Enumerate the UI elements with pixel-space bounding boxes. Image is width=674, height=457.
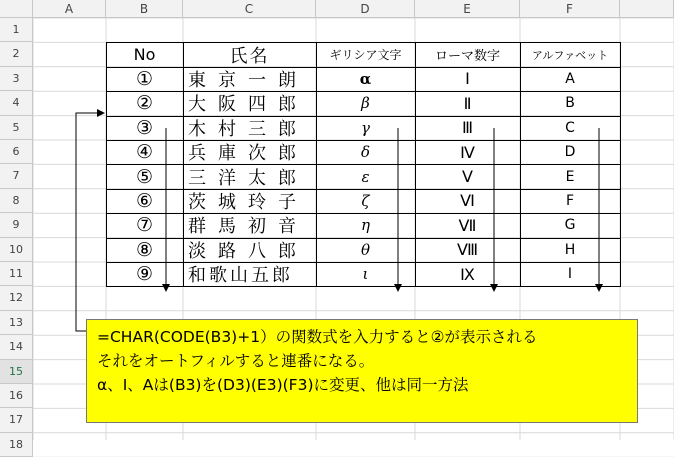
row-header-9[interactable]: 9 — [0, 213, 33, 237]
name-cell[interactable]: 大阪四郎 — [188, 94, 308, 116]
name-cell[interactable]: 群馬初音 — [188, 216, 308, 238]
header-greek[interactable]: ギリシア文字 — [329, 48, 402, 63]
note-line-2: それをオートフィルすると連番になる。 — [97, 352, 375, 370]
greek-cell[interactable]: δ — [360, 143, 371, 162]
column-header-b[interactable]: B — [106, 0, 183, 18]
column-header-e[interactable]: E — [415, 0, 520, 18]
row-header-15[interactable]: 15 — [0, 360, 33, 384]
note-line-1: =CHAR(CODE(B3)+1）の関数式を入力すると②が表示される — [97, 328, 538, 346]
header-no[interactable]: No — [133, 45, 156, 65]
roman-cell[interactable]: Ⅰ — [465, 69, 470, 89]
header-roman[interactable]: ローマ数字 — [434, 49, 500, 65]
greek-cell[interactable]: ι — [362, 265, 369, 284]
roman-cell[interactable]: Ⅴ — [462, 167, 473, 187]
alpha-cell[interactable]: H — [564, 241, 576, 258]
no-cell[interactable]: ② — [135, 92, 154, 115]
name-cell[interactable]: 木村三郎 — [188, 118, 308, 140]
header-alpha[interactable]: アルファベット — [531, 48, 609, 62]
no-cell[interactable]: ⑨ — [135, 263, 154, 286]
row-header-13[interactable]: 13 — [0, 311, 33, 335]
roman-cell[interactable]: Ⅲ — [461, 118, 474, 138]
name-cell[interactable]: 淡路八郎 — [188, 240, 308, 262]
row-header-17[interactable]: 17 — [0, 408, 33, 432]
roman-cell[interactable]: Ⅶ — [458, 215, 477, 235]
no-cell[interactable]: ⑦ — [135, 214, 154, 237]
row-header-4[interactable]: 4 — [0, 91, 33, 115]
roman-cell[interactable]: Ⅷ — [456, 240, 479, 260]
column-header-c[interactable]: C — [183, 0, 316, 18]
row-header-10[interactable]: 10 — [0, 238, 33, 262]
row-header-16[interactable]: 16 — [0, 384, 33, 408]
row-header-11[interactable]: 11 — [0, 262, 33, 286]
no-cell[interactable]: ⑥ — [135, 189, 154, 212]
no-cell[interactable]: ① — [135, 67, 154, 90]
no-cell[interactable]: ⑤ — [135, 165, 154, 188]
roman-cell[interactable]: Ⅵ — [460, 191, 475, 211]
name-cell[interactable]: 三洋太郎 — [188, 167, 308, 189]
name-cell[interactable]: 兵庫次郎 — [188, 143, 308, 165]
alpha-cell[interactable]: I — [567, 266, 573, 283]
name-cell[interactable]: 和歌山五郎 — [188, 265, 293, 287]
roman-cell[interactable]: Ⅳ — [460, 142, 475, 162]
loop-arrow — [76, 113, 103, 331]
alpha-cell[interactable]: C — [565, 119, 575, 136]
roman-cell[interactable]: Ⅱ — [463, 93, 472, 113]
row-header-2[interactable]: 2 — [0, 42, 33, 66]
greek-cell[interactable]: β — [361, 94, 370, 113]
row-header-5[interactable]: 5 — [0, 116, 33, 140]
greek-cell[interactable]: α — [359, 69, 372, 88]
alpha-cell[interactable]: A — [565, 70, 575, 87]
name-cell[interactable]: 茨城玲子 — [188, 192, 308, 213]
row-header-8[interactable]: 8 — [0, 189, 33, 213]
alpha-cell[interactable]: E — [565, 168, 575, 185]
note-line-3: α、Ⅰ、Aは(B3)を(D3)(E3)(F3)に変更、他は同一方法 — [97, 376, 469, 394]
row-header-7[interactable]: 7 — [0, 164, 33, 188]
column-header-d[interactable]: D — [316, 0, 415, 18]
name-cell[interactable]: 東京一朗 — [188, 70, 308, 91]
row-header-14[interactable]: 14 — [0, 335, 33, 359]
column-header-a[interactable]: A — [33, 0, 106, 18]
greek-cell[interactable]: ε — [361, 167, 370, 186]
greek-cell[interactable]: ζ — [361, 191, 370, 210]
row-header-3[interactable]: 3 — [0, 67, 33, 91]
no-cell[interactable]: ③ — [135, 116, 154, 139]
greek-cell[interactable]: γ — [361, 118, 370, 137]
no-cell[interactable]: ④ — [135, 141, 154, 164]
row-header-18[interactable]: 18 — [0, 433, 33, 457]
alpha-cell[interactable]: G — [564, 217, 576, 234]
greek-cell[interactable]: θ — [360, 240, 371, 259]
no-cell[interactable]: ⑧ — [135, 238, 154, 261]
alpha-cell[interactable]: B — [565, 95, 575, 112]
header-name[interactable]: 氏名 — [229, 45, 270, 67]
roman-cell[interactable]: Ⅸ — [460, 264, 475, 284]
row-header-12[interactable]: 12 — [0, 286, 33, 310]
alpha-cell[interactable]: D — [564, 144, 576, 161]
explanation-note — [86, 319, 638, 423]
row-header-6[interactable]: 6 — [0, 140, 33, 164]
greek-cell[interactable]: η — [361, 216, 370, 235]
column-header-f[interactable]: F — [520, 0, 620, 18]
alpha-cell[interactable]: F — [565, 192, 575, 209]
row-header-1[interactable]: 1 — [0, 18, 33, 42]
